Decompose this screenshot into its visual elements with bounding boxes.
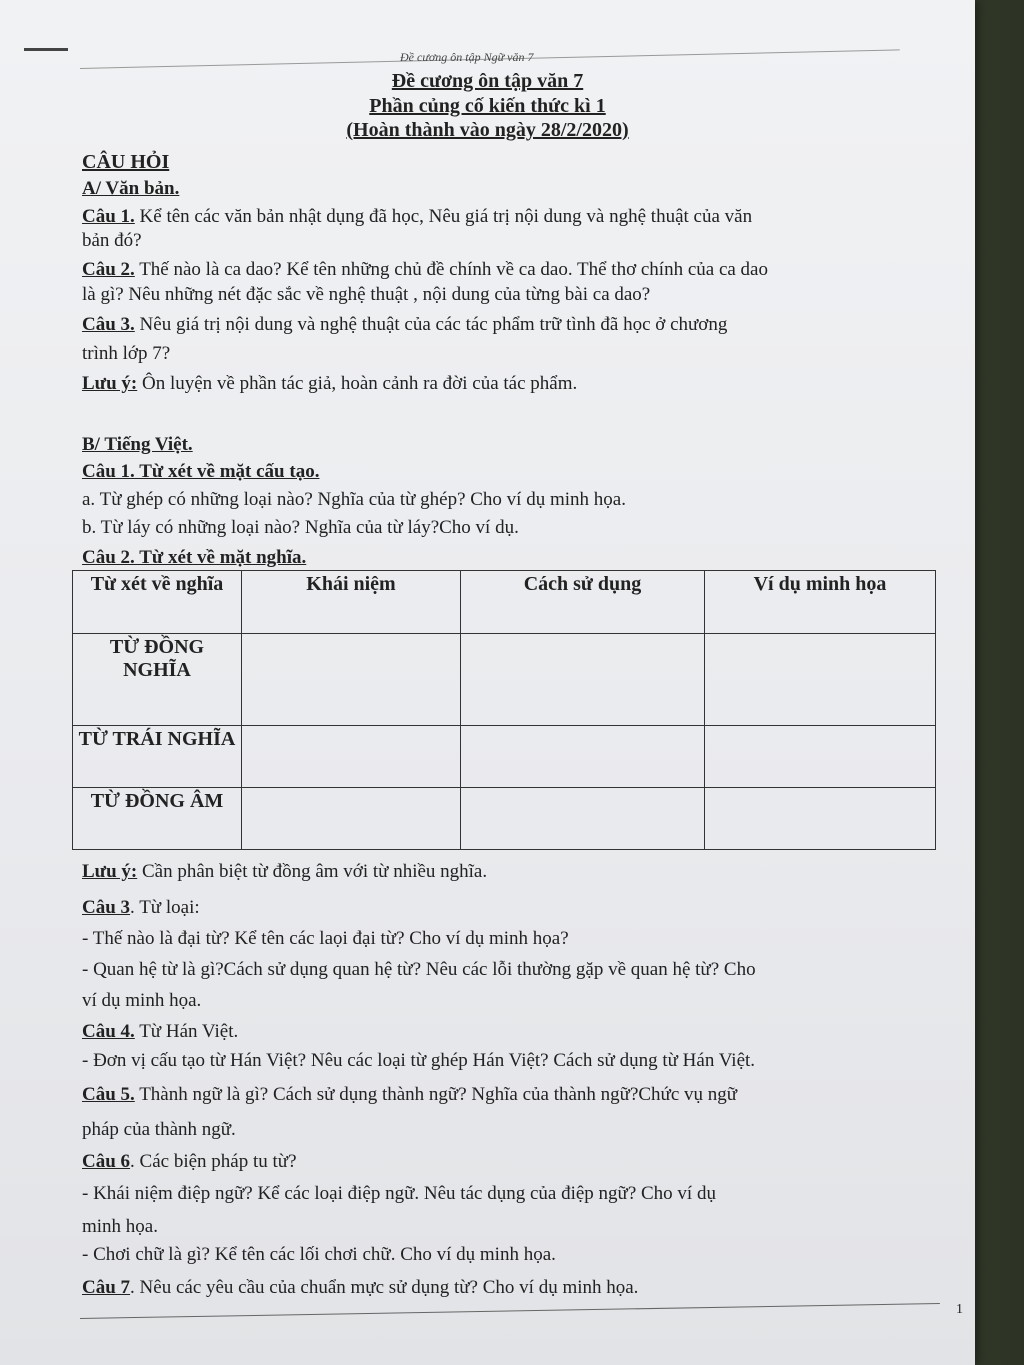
part-b-q5-cont: pháp của thành ngữ. xyxy=(82,1119,236,1140)
section-heading: CÂU HỎI xyxy=(82,151,170,173)
table-row-label: TỪ ĐỒNG ÂM xyxy=(73,788,242,850)
table-cell xyxy=(461,634,705,726)
table-header-row xyxy=(73,571,936,634)
table-cell xyxy=(705,726,936,788)
part-b-q7: Câu 7. Nêu các yêu cầu của chuẩn mực sử dụng từ? Cho ví dụ minh họa. xyxy=(82,1277,639,1298)
table-cell xyxy=(242,634,461,726)
table-header-cell: Ví dụ minh họa xyxy=(705,571,936,634)
part-a-q2-cont: là gì? Nêu những nét đặc sắc về nghệ thuật , nội dung của từng bài ca dao? xyxy=(82,284,651,305)
table-cell xyxy=(242,726,461,788)
running-head: Đề cương ôn tập Ngữ văn 7 xyxy=(400,50,534,64)
part-b-q3-l1: - Thế nào là đại từ? Kể tên các laọi đại từ? Cho ví dụ minh họa? xyxy=(82,928,569,949)
pen-mark xyxy=(24,48,68,51)
table-cell xyxy=(242,788,461,850)
table-row xyxy=(73,634,936,726)
part-b-q1-a: a. Từ ghép có những loại nào? Nghĩa của từ ghép? Cho ví dụ minh họa. xyxy=(82,489,626,510)
vocabulary-table xyxy=(72,570,936,850)
document-subtitle: Phần củng cố kiến thức kì 1 xyxy=(369,95,606,117)
document-title: Đề cương ôn tập văn 7 xyxy=(391,70,584,92)
table-row xyxy=(73,726,936,788)
part-a-q2: Câu 2. Thế nào là ca dao? Kể tên những chủ đề chính về ca dao. Thể thơ chính của ca dao xyxy=(82,259,768,280)
part-b-q1-b: b. Từ láy có những loại nào? Nghĩa của từ láy?Cho ví dụ. xyxy=(82,517,519,538)
part-a-q1: Câu 1. Kể tên các văn bản nhật dụng đã học, Nêu giá trị nội dung và nghệ thuật của văn xyxy=(82,206,753,227)
part-b-note: Lưu ý: Cần phân biệt từ đồng âm với từ nhiều nghĩa. xyxy=(82,861,488,882)
table-header-cell: Từ xét về nghĩa xyxy=(73,571,242,634)
part-a-q1-cont: bản đó? xyxy=(82,230,142,251)
part-b-q6-l2: minh họa. xyxy=(82,1216,158,1237)
part-b-title: B/ Tiếng Việt. xyxy=(82,434,193,455)
part-a-note: Lưu ý: Ôn luyện về phần tác giả, hoàn cảnh ra đời của tác phẩm. xyxy=(82,373,578,394)
part-b-q4: Câu 4. Từ Hán Việt. xyxy=(82,1021,239,1042)
table-header-cell: Cách sử dụng xyxy=(461,571,705,634)
page-number: 1 xyxy=(956,1302,963,1317)
table-cell xyxy=(705,788,936,850)
table-cell xyxy=(461,726,705,788)
part-b-q6-l1: - Khái niệm điệp ngữ? Kể các loại điệp ngữ. Nêu tác dụng của điệp ngữ? Cho ví dụ xyxy=(82,1183,716,1204)
part-b-q6: Câu 6. Các biện pháp tu từ? xyxy=(82,1151,297,1172)
part-b-q2-title: Câu 2. Từ xét về mặt nghĩa. xyxy=(82,547,307,568)
part-b-q4-l1: - Đơn vị cấu tạo từ Hán Việt? Nêu các loại từ ghép Hán Việt? Cách sử dụng từ Hán Việt. xyxy=(82,1050,756,1071)
document-deadline: (Hoàn thành vào ngày 28/2/2020) xyxy=(346,119,629,141)
part-b-q6-l3: - Chơi chữ là gì? Kể tên các lối chơi chữ. Cho ví dụ minh họa. xyxy=(82,1244,556,1265)
table-row xyxy=(73,788,936,850)
table-header-cell: Khái niệm xyxy=(242,571,461,634)
table-cell xyxy=(705,634,936,726)
table-row-label: TỪ ĐỒNG NGHĨA xyxy=(73,634,242,726)
table-row-label: TỪ TRÁI NGHĨA xyxy=(73,726,242,788)
part-b-q3-l3: ví dụ minh họa. xyxy=(82,990,202,1011)
part-b-q3: Câu 3. Từ loại: xyxy=(82,897,200,918)
part-b-q3-l2: - Quan hệ từ là gì?Cách sử dụng quan hệ từ? Nêu các lỗi thường gặp về quan hệ từ? Cho xyxy=(82,959,756,980)
part-a-title: A/ Văn bản. xyxy=(82,178,180,199)
part-a-q3-cont: trình lớp 7? xyxy=(82,343,171,364)
part-b-q1-title: Câu 1. Từ xét về mặt cấu tạo. xyxy=(82,461,320,482)
part-a-q3: Câu 3. Nêu giá trị nội dung và nghệ thuật của các tác phẩm trữ tình đã học ở chương xyxy=(82,314,728,335)
footer-rule xyxy=(80,1303,940,1319)
part-b-q5: Câu 5. Thành ngữ là gì? Cách sử dụng thành ngữ? Nghĩa của thành ngữ?Chức vụ ngữ xyxy=(82,1084,738,1105)
table-cell xyxy=(461,788,705,850)
